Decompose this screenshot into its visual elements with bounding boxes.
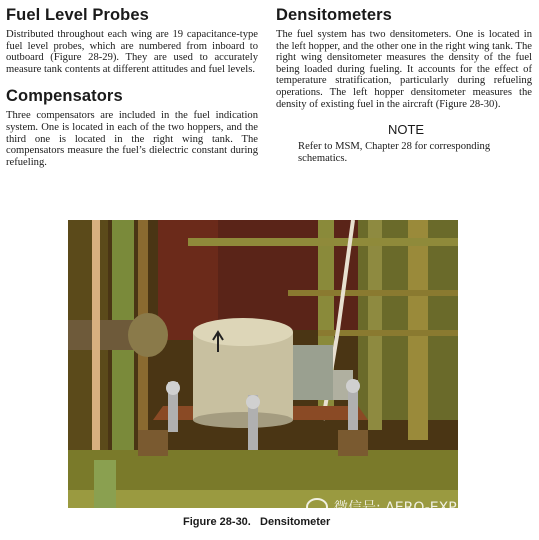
left-column: [6, 6, 258, 168]
wechat-icon: [306, 498, 328, 516]
heading-compensators: Compensators: [6, 87, 123, 106]
heading-fuel-level-probes: Fuel Level Probes: [6, 6, 149, 24]
figure-caption: Figure 28-30. Densitometer: [183, 516, 331, 528]
densitometer-photo: [68, 220, 458, 508]
paragraph-densitometers: The fuel system has two densitometers. One is located in the left hopper, and the other one in the right wing tank. The right wing densitometer measures the density of the fuel being loaded during fueling. It accounts for the effect of temperature stratification, particularly during refueling operations. The left hopper densitometer measures the density of existing fuel in the aircraft (Figure 28-30).: [276, 29, 532, 110]
paragraph-fuel-level-probes: Distributed throughout each wing are 19 capacitance-type fuel level probes, which are numbered from inboard to outboard (Figure 28-29). They are used to accurately measure tank contents at different attitudes and fuel levels.: [6, 29, 258, 75]
heading-densitometers: Densitometers: [276, 6, 392, 24]
note-title: NOTE: [387, 122, 425, 138]
wechat-watermark: [306, 495, 536, 519]
right-column: [276, 6, 532, 165]
watermark-text: 微信号: AERO-EXPERT: [334, 500, 483, 516]
densitometer-photo-illustration: [68, 220, 458, 508]
paragraph-compensators: Three compensators are included in the fuel indication system. One is located in each of the two hoppers, and the third one is located in the right wing tank. The compensators measure the fuel’s dielectric constant during refueling.: [6, 110, 258, 168]
note-text: Refer to MSM, Chapter 28 for corresponding schematics.: [298, 141, 491, 164]
